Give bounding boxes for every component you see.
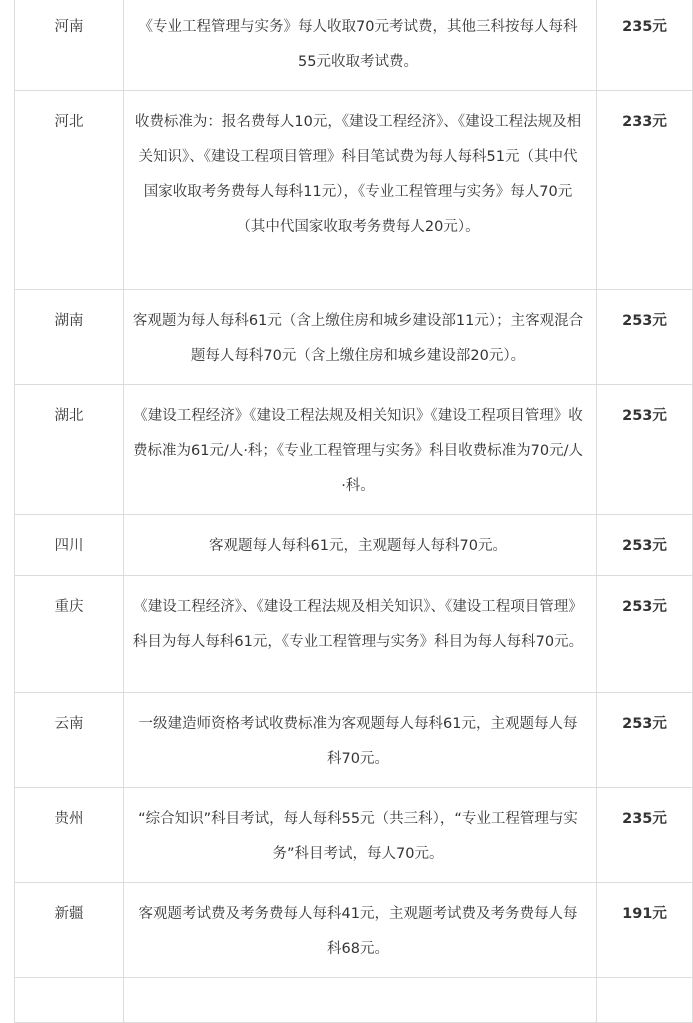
table-row bbox=[15, 91, 693, 290]
table-row-partial bbox=[15, 978, 693, 1023]
fee-total-cell: 235元 bbox=[597, 0, 693, 91]
table-row bbox=[15, 788, 693, 883]
fee-total-cell: 253元 bbox=[597, 290, 693, 385]
province-cell: 四川 bbox=[15, 515, 124, 576]
fee-total-cell: 253元 bbox=[597, 576, 693, 693]
table-row bbox=[15, 576, 693, 693]
fee-detail-cell: 客观题每人每科61元，主观题每人每科70元。 bbox=[124, 515, 597, 576]
province-cell: 湖南 bbox=[15, 290, 124, 385]
province-cell: 河北 bbox=[15, 91, 124, 290]
fee-total-cell: 253元 bbox=[597, 515, 693, 576]
table-row bbox=[15, 385, 693, 515]
fee-detail-cell: 客观题考试费及考务费每人每科41元，主观题考试费及考务费每人每科68元。 bbox=[124, 883, 597, 978]
fee-total-cell: 253元 bbox=[597, 385, 693, 515]
fee-total-cell: 253元 bbox=[597, 693, 693, 788]
province-cell: 贵州 bbox=[15, 788, 124, 883]
table-row bbox=[15, 515, 693, 576]
fee-detail-cell: 客观题为每人每科61元（含上缴住房和城乡建设部11元）；主客观混合题每人每科70元（含上缴住房和城乡建设部20元）。 bbox=[124, 290, 597, 385]
province-cell-empty bbox=[15, 978, 124, 1023]
table-row bbox=[15, 883, 693, 978]
fee-total-cell: 235元 bbox=[597, 788, 693, 883]
province-cell: 重庆 bbox=[15, 576, 124, 693]
province-cell: 河南 bbox=[15, 0, 124, 91]
fee-detail-cell-empty bbox=[124, 978, 597, 1023]
fee-total-cell: 191元 bbox=[597, 883, 693, 978]
province-cell: 新疆 bbox=[15, 883, 124, 978]
fee-total-cell-empty bbox=[597, 978, 693, 1023]
table-row bbox=[15, 0, 693, 91]
province-cell: 湖北 bbox=[15, 385, 124, 515]
table-row bbox=[15, 693, 693, 788]
fee-detail-cell: 一级建造师资格考试收费标准为客观题每人每科61元，主观题每人每科70元。 bbox=[124, 693, 597, 788]
fee-detail-cell: “综合知识”科目考试，每人每科55元（共三科），“专业工程管理与实务”科目考试，每人70元。 bbox=[124, 788, 597, 883]
fee-detail-cell: 《建设工程经济》《建设工程法规及相关知识》《建设工程项目管理》收费标准为61元/人·科；《专业工程管理与实务》科目收费标准为70元/人·科。 bbox=[124, 385, 597, 515]
province-cell: 云南 bbox=[15, 693, 124, 788]
fee-detail-cell: 《专业工程管理与实务》每人收取70元考试费，其他三科按每人每科55元收取考试费。 bbox=[124, 0, 597, 91]
exam-fee-table bbox=[14, 0, 693, 1023]
table-row bbox=[15, 290, 693, 385]
fee-detail-cell: 收费标准为：报名费每人10元，《建设工程经济》、《建设工程法规及相关知识》、《建设工程项目管理》科目笔试费为每人每科51元（其中代国家收取考务费每人每科11元），《专业工程管理与实务》每人70元（其中代国家收取考务费每人20元）。 bbox=[124, 91, 597, 290]
fee-detail-cell: 《建设工程经济》、《建设工程法规及相关知识》、《建设工程项目管理》科目为每人每科61元，《专业工程管理与实务》科目为每人每科70元。 bbox=[124, 576, 597, 693]
fee-total-cell: 233元 bbox=[597, 91, 693, 290]
